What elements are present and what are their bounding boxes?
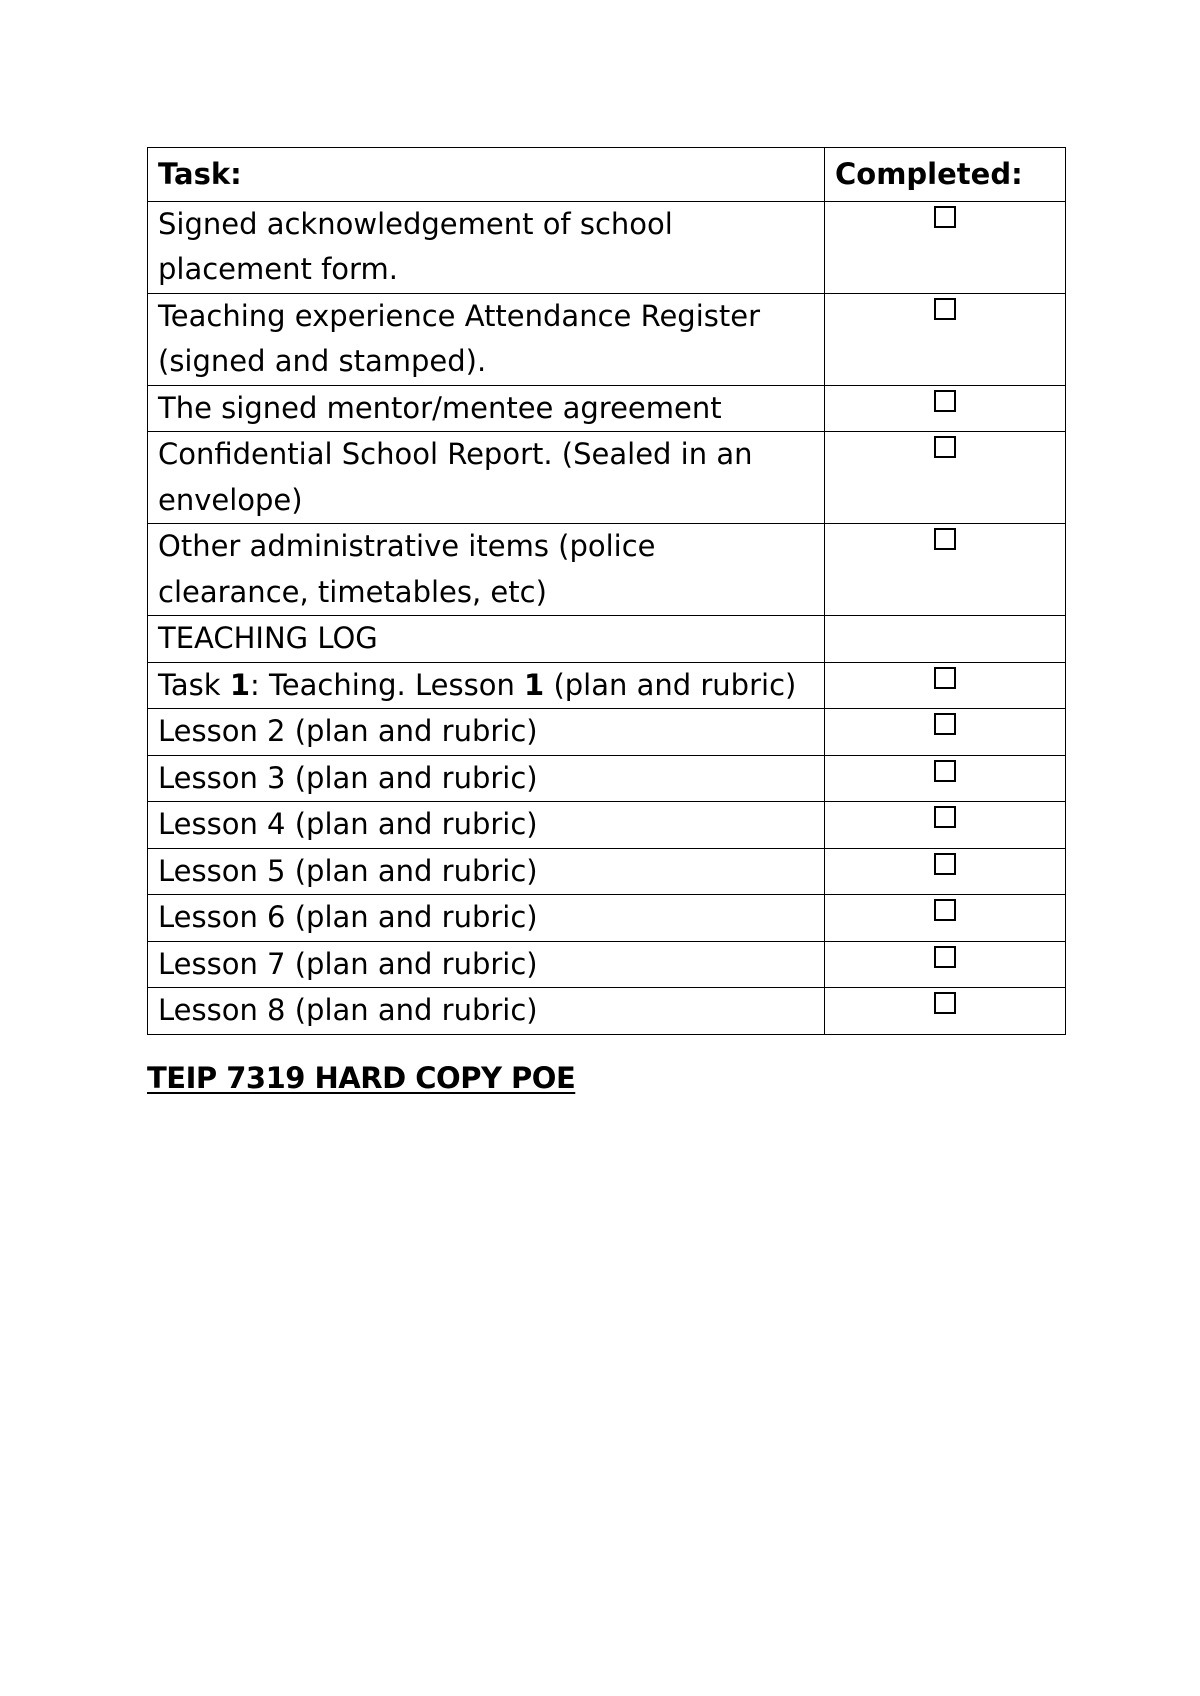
completed-cell [825,432,1066,524]
task-cell: Confidential School Report. (Sealed in an envelope) [148,432,825,524]
portfolio-checklist-table [147,147,1066,1035]
checkbox-lesson-1[interactable] [934,667,956,689]
task-cell: Signed acknowledgement of school placement form. [148,201,825,293]
task-number: 1 [229,667,250,702]
checkbox-lesson-6[interactable] [934,899,956,921]
completed-cell [825,895,1066,942]
checkbox-confidential-report[interactable] [934,436,956,458]
checkbox-lesson-5[interactable] [934,853,956,875]
checkbox-lesson-8[interactable] [934,992,956,1014]
checkbox-administrative-items[interactable] [934,528,956,550]
task-cell: The signed mentor/mentee agreement [148,385,825,432]
task-text-part: : Teaching. Lesson [250,667,525,702]
document-title: TEIP 7319 HARD COPY POE [147,1061,576,1095]
completed-cell [825,848,1066,895]
completed-cell [825,709,1066,756]
completed-cell [825,755,1066,802]
table-row [148,662,1066,709]
table-row [148,524,1066,616]
task-cell: Teaching experience Attendance Register (signed and stamped). [148,293,825,385]
checkbox-lesson-7[interactable] [934,946,956,968]
task-cell: Lesson 6 (plan and rubric) [148,895,825,942]
table-row [148,941,1066,988]
completed-cell [825,802,1066,849]
table-row [148,755,1066,802]
checkbox-acknowledgement-form[interactable] [934,206,956,228]
checkbox-lesson-4[interactable] [934,806,956,828]
checkbox-attendance-register[interactable] [934,298,956,320]
task-cell: Lesson 2 (plan and rubric) [148,709,825,756]
task-cell: Lesson 8 (plan and rubric) [148,988,825,1035]
completed-cell-empty [825,616,1066,663]
completed-cell [825,201,1066,293]
table-section-row [148,616,1066,663]
table-row [148,895,1066,942]
task-cell: Lesson 7 (plan and rubric) [148,941,825,988]
task-cell [148,662,825,709]
completed-cell [825,293,1066,385]
completed-cell [825,524,1066,616]
table-row [148,432,1066,524]
task-cell: Other administrative items (police clearance, timetables, etc) [148,524,825,616]
header-completed: Completed: [825,148,1066,202]
task-cell: Lesson 3 (plan and rubric) [148,755,825,802]
task-text-part: Task [158,667,230,702]
completed-cell [825,941,1066,988]
table-row [148,293,1066,385]
completed-cell [825,385,1066,432]
table-header-row [148,148,1066,202]
task-text-part: (plan and rubric) [544,667,797,702]
table-row [148,848,1066,895]
checkbox-lesson-2[interactable] [934,713,956,735]
checkbox-lesson-3[interactable] [934,760,956,782]
header-task: Task: [148,148,825,202]
checkbox-mentor-agreement[interactable] [934,390,956,412]
task-cell: Lesson 5 (plan and rubric) [148,848,825,895]
completed-cell [825,662,1066,709]
table-row [148,201,1066,293]
lesson-number: 1 [524,667,545,702]
section-label-teaching-log: TEACHING LOG [148,616,825,663]
table-row [148,802,1066,849]
table-row [148,988,1066,1035]
task-cell: Lesson 4 (plan and rubric) [148,802,825,849]
table-row [148,385,1066,432]
table-row [148,709,1066,756]
completed-cell [825,988,1066,1035]
